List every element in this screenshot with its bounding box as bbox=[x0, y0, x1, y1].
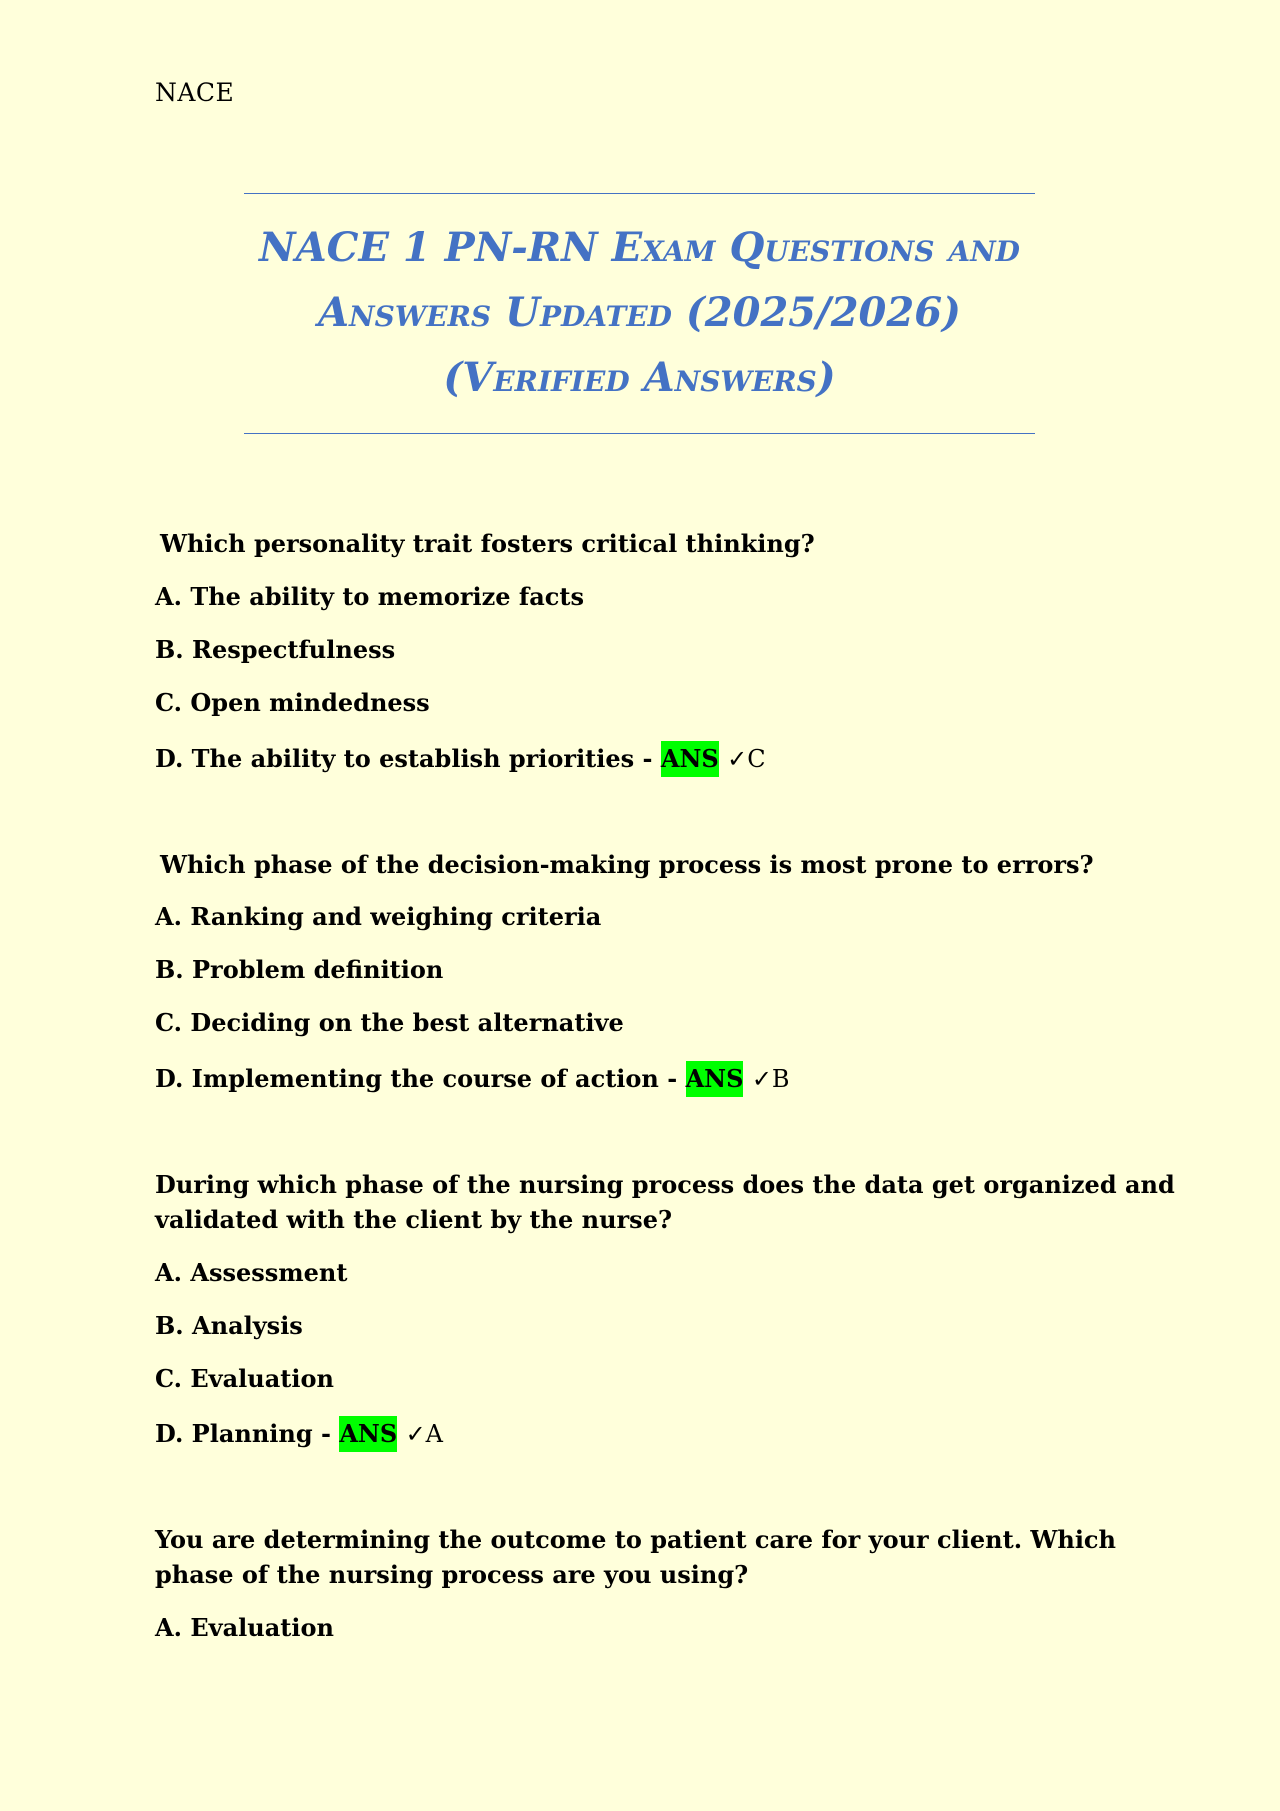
question-3-option-b: B. Analysis bbox=[155, 1311, 303, 1340]
document-header: NACE bbox=[155, 78, 235, 107]
question-1-text: Which personality trait fosters critical thinking? bbox=[160, 529, 815, 558]
question-1-option-d bbox=[155, 744, 766, 773]
question-3-option-d bbox=[155, 1419, 444, 1448]
question-4-text-line-2: phase of the nursing process are you using? bbox=[155, 1560, 749, 1589]
question-3-option-c: C. Evaluation bbox=[155, 1364, 334, 1393]
title-block bbox=[244, 193, 1035, 434]
title-line-1: NACE 1 PN-RN Exam Questions and bbox=[259, 224, 1020, 271]
question-1-option-d-text: D. The ability to establish priorities - bbox=[155, 744, 661, 773]
answer-highlight: ANS bbox=[686, 1061, 744, 1097]
answer-check: ✓C bbox=[727, 745, 766, 773]
question-2-option-c: C. Deciding on the best alternative bbox=[155, 1008, 624, 1037]
question-2-option-a: A. Ranking and weighing criteria bbox=[155, 902, 602, 931]
answer-check: ✓A bbox=[405, 1420, 444, 1448]
title-line-2: Answers Updated (2025/2026) bbox=[318, 289, 961, 336]
question-1-option-b: B. Respectfulness bbox=[155, 635, 396, 664]
question-2-option-b: B. Problem definition bbox=[155, 955, 444, 984]
question-1-option-c: C. Open mindedness bbox=[155, 688, 430, 717]
question-2-option-d-text: D. Implementing the course of action - bbox=[155, 1064, 686, 1093]
answer-check: ✓B bbox=[751, 1065, 790, 1093]
answer-highlight: ANS bbox=[661, 741, 719, 777]
question-3-text-line-1: During which phase of the nursing process does the data get organized and bbox=[155, 1170, 1175, 1199]
question-2-text: Which phase of the decision-making process is most prone to errors? bbox=[160, 850, 1094, 879]
title-line-3: (Verified Answers) bbox=[443, 354, 836, 401]
question-2-option-d bbox=[155, 1064, 790, 1093]
answer-highlight: ANS bbox=[339, 1416, 397, 1452]
question-3-text-line-2: validated with the client by the nurse? bbox=[155, 1205, 673, 1234]
question-4-option-a: A. Evaluation bbox=[155, 1613, 334, 1642]
question-1-option-a: A. The ability to memorize facts bbox=[155, 582, 584, 611]
question-3-option-a: A. Assessment bbox=[155, 1258, 348, 1287]
question-4-text-line-1: You are determining the outcome to patient care for your client. Which bbox=[155, 1525, 1116, 1554]
question-3-option-d-text: D. Planning - bbox=[155, 1419, 340, 1448]
